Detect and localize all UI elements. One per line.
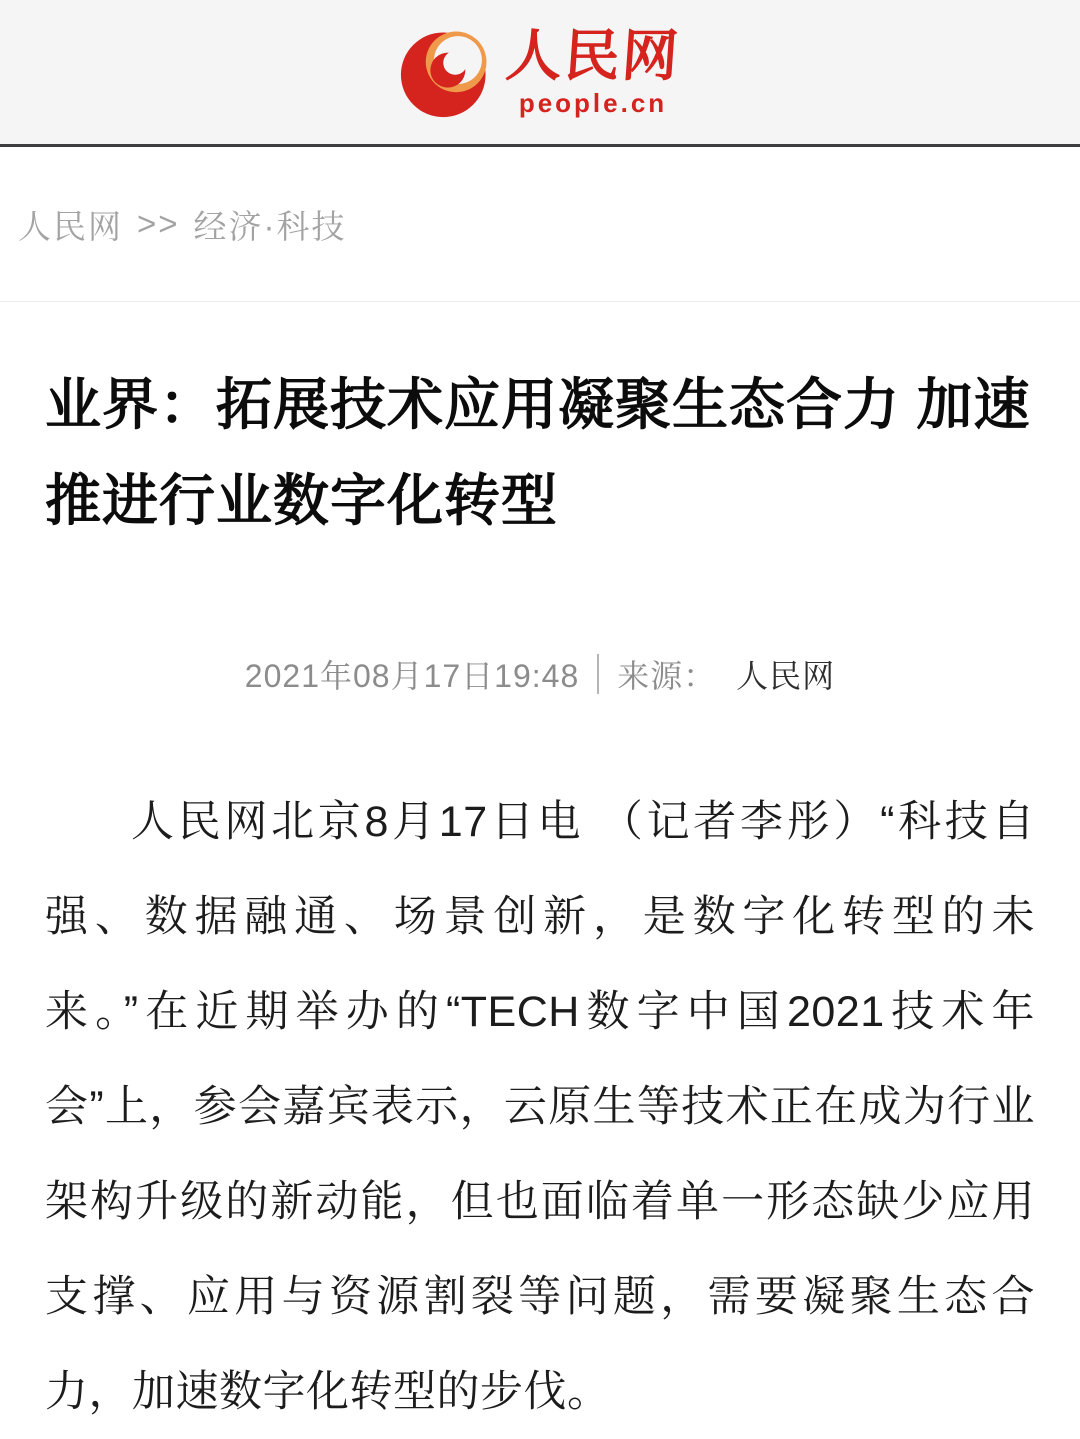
breadcrumb-separator: >> — [137, 205, 180, 242]
people-cn-logo-swirl-icon — [400, 26, 492, 118]
logo-domain-name: people.cn — [518, 88, 668, 118]
logo-chinese-name: 人民网 — [503, 23, 683, 89]
breadcrumb-bar — [0, 147, 1080, 302]
people-cn-logo[interactable] — [400, 23, 683, 118]
source-label: 来源： — [617, 658, 717, 694]
article-main — [0, 357, 1080, 1439]
logo-text — [503, 23, 683, 118]
breadcrumb-section-link[interactable]: 经济·科技 — [193, 207, 347, 245]
breadcrumb — [18, 201, 347, 248]
article-paragraph: 人民网北京8月17日电 （记者李彤）“科技自强、数据融通、场景创新，是数字化转型的未来。”在近期举办的“TECH数字中国2021技术年会”上，参会嘉宾表示，云原生等技术正在成为行业架构升级的新动能，但也面临着单一形态缺少应用支撑、应用与资源割裂等问题，需要凝聚生态合力，加速数字化转型的步伐。 — [45, 798, 1035, 1416]
article-meta — [45, 651, 1035, 697]
article-title: 业界：拓展技术应用凝聚生态合力 加速推进行业数字化转型 — [45, 373, 1031, 532]
meta-separator — [597, 654, 599, 694]
publish-datetime: 2021年08月17日19:48 — [244, 658, 580, 694]
source-name: 人民网 — [736, 658, 836, 694]
breadcrumb-home-link[interactable]: 人民网 — [18, 207, 123, 245]
site-header — [0, 0, 1080, 147]
article-body — [45, 775, 1035, 1439]
